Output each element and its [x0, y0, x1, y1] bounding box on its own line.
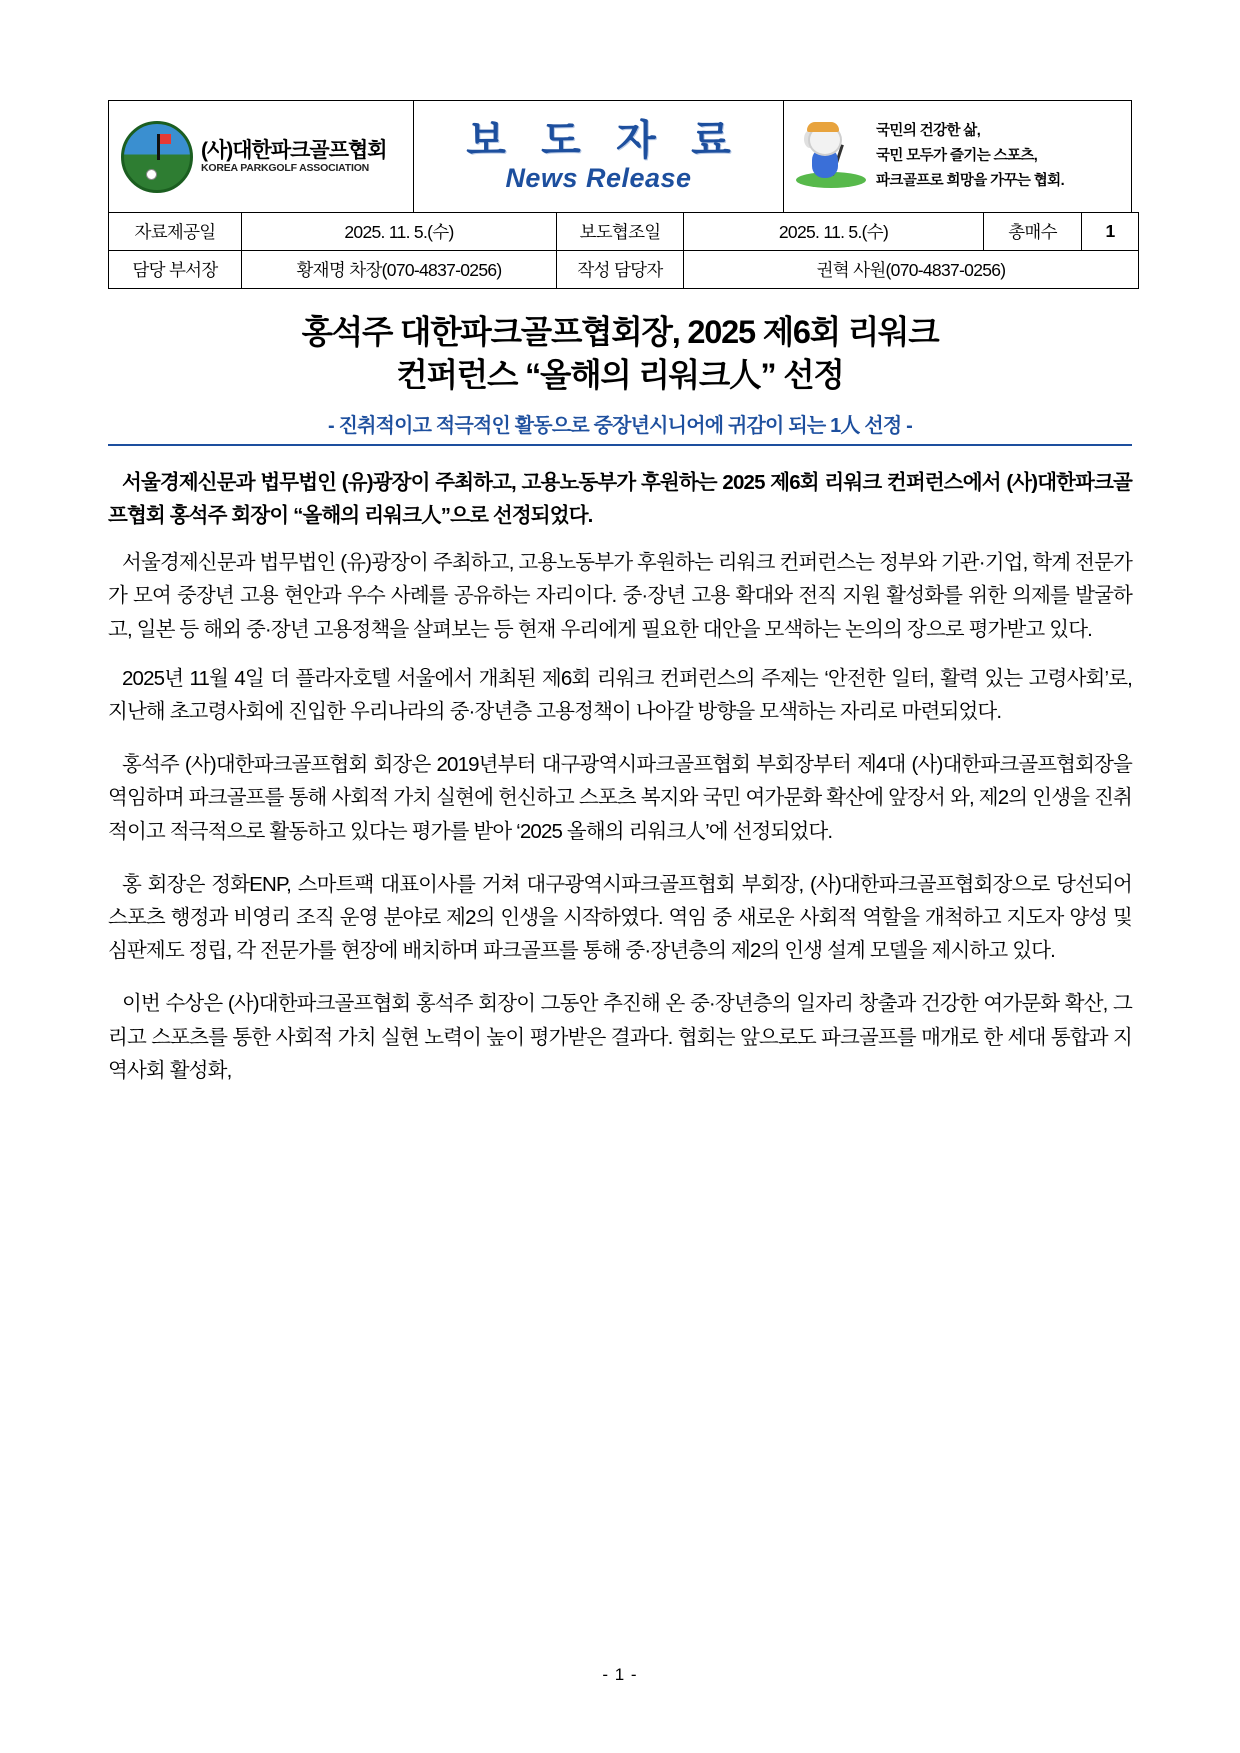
flag-icon [157, 134, 171, 144]
slogan-line-3: 파크골프로 희망을 가꾸는 협회. [876, 172, 1065, 189]
label-provide-date: 자료제공일 [109, 213, 242, 251]
table-row [109, 251, 1139, 289]
golf-ball-icon [146, 169, 157, 180]
slogan-line-2: 국민 모두가 즐기는 스포츠, [876, 148, 1038, 165]
document-header [108, 100, 1132, 212]
value-provide-date: 2025. 11. 5.(수) [242, 213, 557, 251]
association-name-block [201, 139, 387, 174]
value-total-pages: 1 [1082, 213, 1139, 251]
paragraph: 2025년 11월 4일 더 플라자호텔 서울에서 개최된 제6회 리워크 컨퍼런스의 주제는 ‘안전한 일터, 활력 있는 고령사회’로, 지난해 초고령사회에 진입한 우리나라의 중·장년층 고용정책이 나아갈 방향을 모색하는 자리로 마련되었다. [108, 666, 1132, 723]
association-logo-cell [109, 101, 414, 212]
page-title [108, 311, 1132, 397]
article-body [108, 466, 1132, 1087]
label-dept-head: 담당 부서장 [109, 251, 242, 289]
page-subtitle: - 진취적이고 적극적인 활동으로 중장년시니어에 귀감이 되는 1人 선정 - [108, 409, 1132, 446]
value-embargo-date: 2025. 11. 5.(수) [684, 213, 984, 251]
mascot-golfer-icon [792, 122, 870, 192]
slogan-line-1: 국민의 건강한 삶, [876, 123, 981, 140]
association-name-en: KOREA PARKGOLF ASSOCIATION [201, 162, 370, 175]
paragraph: 이번 수상은 (사)대한파크골프협회 홍석주 회장이 그동안 추진해 온 중·장년층의 일자리 창출과 건강한 여가문화 확산, 그리고 스포츠를 통한 사회적 가치 실현 노력이 높이 평가받은 결과다. 협회는 앞으로도 파크골프를 매개로 한 세대 통합과 지역사회 활성화, [108, 992, 1132, 1082]
news-release-title-cell [414, 101, 784, 212]
paragraph: 홍 회장은 정화ENP, 스마트팩 대표이사를 거쳐 대구광역시파크골프협회 부회장, (사)대한파크골프협회장으로 당선되어 스포츠 행정과 비영리 조직 운영 분야로 제2의 인생을 시작하였다. 역임 중 새로운 사회적 역할을 개척하고 지도자 양성 및 심판제도 정립, 각 전문가를 현장에 배치하며 파크골프를 통해 중·장년층의 제2의 인생 설계 모델을 제시하고 있다. [108, 872, 1132, 963]
paragraph: 서울경제신문과 법무법인 (유)광장이 주최하고, 고용노동부가 후원하는 리워크 컨퍼런스는 정부와 기관·기업, 학계 전문가가 모여 중장년 고용 현안과 우수 사례를 공유하는 자리이다. 중·장년 고용 확대와 전직 지원 활성화를 위한 의제를 발굴하고, 일본 등 해외 중·장년 고용정책을 살펴보는 등 현재 우리에게 필요한 대안을 모색하는 논의의 장으로 평가받고 있다. [108, 551, 1132, 641]
slogan-text-block [876, 119, 1064, 194]
parkgolf-emblem-icon [121, 121, 193, 193]
mascot-cap-icon [807, 122, 839, 132]
paragraph-lead: 서울경제신문과 법무법인 (유)광장이 주최하고, 고용노동부가 후원하는 2025 제6회 리워크 컨퍼런스에서 (사)대한파크골프협회 홍석주 회장이 “올해의 리워크人”으로 선정되었다. [108, 470, 1132, 527]
label-embargo-date: 보도협조일 [557, 213, 684, 251]
page-number: - 1 - [602, 1665, 638, 1684]
association-name-kr: (사)대한파크골프협회 [201, 138, 387, 162]
value-dept-head: 황재명 차장(070-4837-0256) [242, 251, 557, 289]
label-writer: 작성 담당자 [557, 251, 684, 289]
table-row [109, 213, 1139, 251]
value-writer: 권혁 사원(070-4837-0256) [684, 251, 1139, 289]
slogan-cell [784, 101, 1131, 212]
news-release-title-kr: 보 도 자 료 [466, 117, 743, 164]
paragraph: 홍석주 (사)대한파크골프협회 회장은 2019년부터 대구광역시파크골프협회 부회장부터 제4대 (사)대한파크골프협회장을 역임하며 파크골프를 통해 사회적 가치 실현에 헌신하고 스포츠 복지와 국민 여가문화 확산에 앞장서 와, 제2의 인생을 진취적이고 적극적으로 활동하고 있다는 평가를 받아 ‘2025 올해의 리워크人’에 선정되었다. [108, 753, 1132, 843]
release-info-table [108, 212, 1139, 289]
label-total-pages: 총매수 [984, 213, 1082, 251]
page-title-line-1: 홍석주 대한파크골프협회장, 2025 제6회 리워크 [301, 314, 939, 350]
news-release-title-en: News Release [505, 163, 692, 194]
page-title-line-2: 컨퍼런스 “올해의 리워크人” 선정 [396, 356, 844, 393]
